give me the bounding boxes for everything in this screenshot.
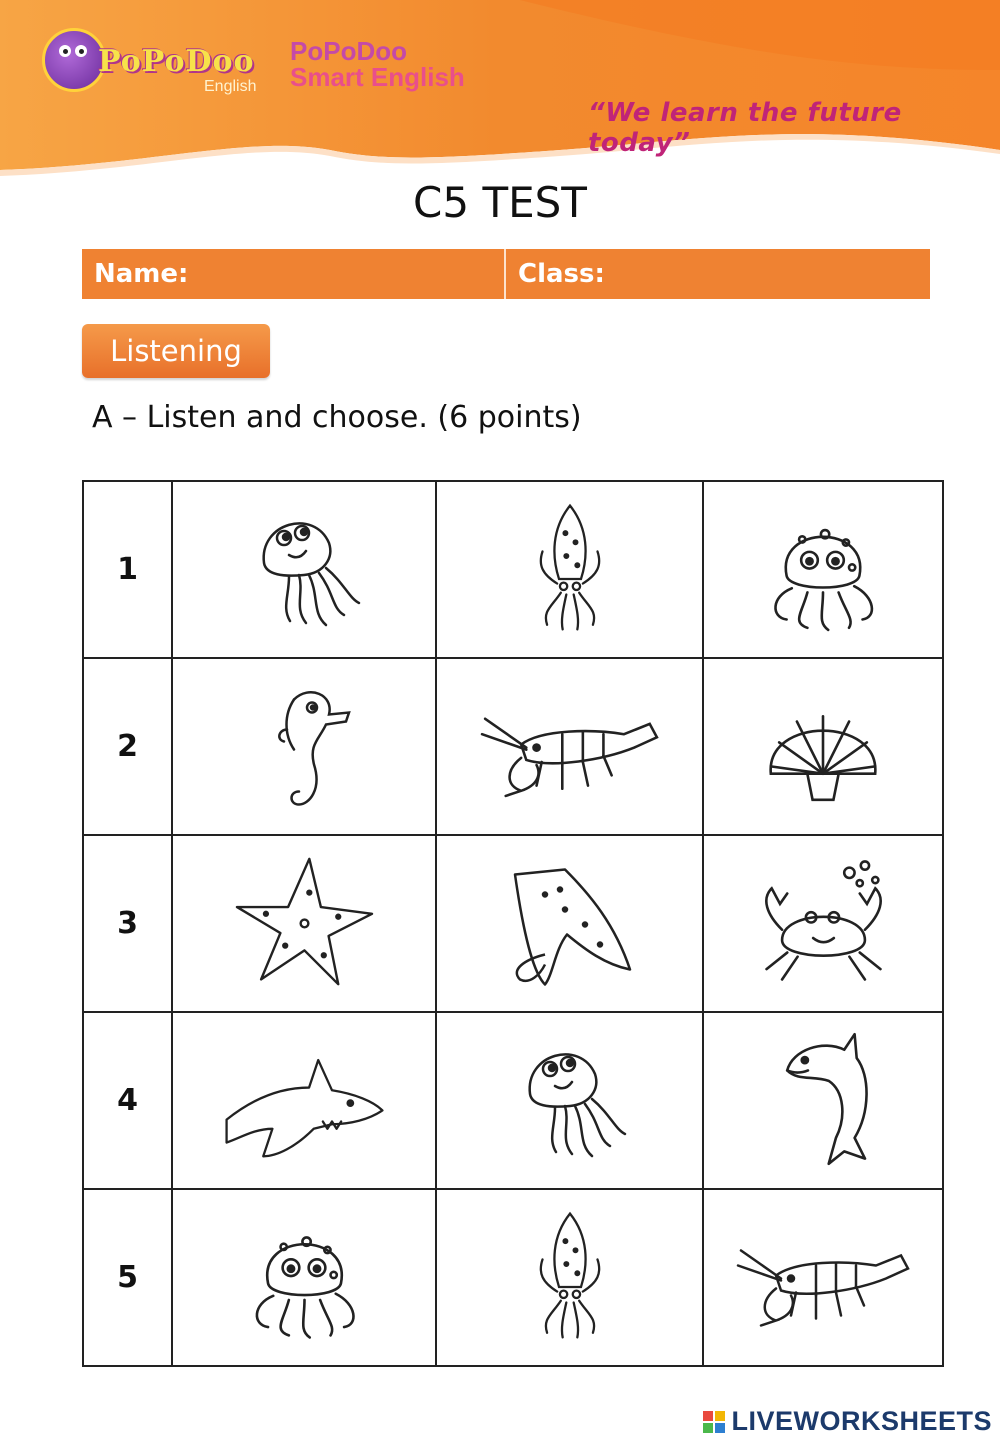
option-cell[interactable] <box>703 1189 943 1366</box>
dolphin-icon <box>771 1029 876 1169</box>
octopus-icon <box>758 503 888 633</box>
instruction-text: A – Listen and choose. (6 points) <box>92 400 582 435</box>
info-bar <box>82 249 930 299</box>
jellyfish-icon <box>500 1034 640 1164</box>
option-cell[interactable] <box>436 1189 703 1366</box>
row-number: 5 <box>83 1189 172 1366</box>
table-row <box>83 835 943 1012</box>
table-row <box>83 1012 943 1189</box>
liveworksheets-logo <box>703 1406 992 1437</box>
row-number: 4 <box>83 1012 172 1189</box>
class-label: Class: <box>518 259 605 289</box>
option-cell[interactable] <box>436 481 703 658</box>
option-cell[interactable] <box>172 1012 436 1189</box>
jellyfish-icon <box>234 503 374 633</box>
option-cell[interactable] <box>172 481 436 658</box>
option-cell[interactable] <box>703 658 943 835</box>
smart-logo-line1: PoPoDoo <box>290 36 407 66</box>
row-number: 3 <box>83 835 172 1012</box>
class-field[interactable] <box>506 249 930 299</box>
option-cell[interactable] <box>703 481 943 658</box>
option-cell[interactable] <box>172 1189 436 1366</box>
option-cell[interactable] <box>436 658 703 835</box>
row-number: 1 <box>83 481 172 658</box>
squid-icon <box>515 495 625 640</box>
name-field[interactable] <box>82 249 506 299</box>
option-cell[interactable] <box>436 1012 703 1189</box>
octopus-icon <box>242 1208 367 1343</box>
name-label: Name: <box>94 259 189 289</box>
shark-icon <box>222 1034 387 1164</box>
table-row <box>83 658 943 835</box>
option-cell[interactable] <box>436 835 703 1012</box>
squid-icon <box>515 1203 625 1348</box>
lobster-icon <box>480 687 660 802</box>
brand-logo-text: PoPoDoo <box>98 44 255 79</box>
stingray-icon <box>505 852 635 992</box>
starfish-icon <box>232 854 377 989</box>
seashell-icon <box>758 685 888 805</box>
mascot-icon <box>42 28 106 92</box>
seahorse-icon <box>254 672 354 817</box>
popodoo-logo <box>36 22 266 102</box>
brand-logo-sub: English <box>204 78 257 95</box>
table-row <box>83 481 943 658</box>
option-cell[interactable] <box>172 658 436 835</box>
row-number: 2 <box>83 658 172 835</box>
section-listening-label: Listening <box>82 324 270 378</box>
option-cell[interactable] <box>703 1012 943 1189</box>
liveworksheets-tiles-icon <box>703 1411 725 1433</box>
page-title: C5 TEST <box>413 178 587 227</box>
smart-logo-line2: Smart English <box>290 62 465 92</box>
option-cell[interactable] <box>703 835 943 1012</box>
option-cell[interactable] <box>172 835 436 1012</box>
table-row <box>83 1189 943 1366</box>
lobster-icon <box>736 1218 911 1333</box>
slogan: “We learn the future today” <box>588 98 902 158</box>
smart-english-logo <box>290 38 465 90</box>
listening-table <box>82 480 944 1367</box>
footer-brand: LIVEWORKSHEETS <box>731 1406 992 1436</box>
crab-icon <box>751 852 896 992</box>
